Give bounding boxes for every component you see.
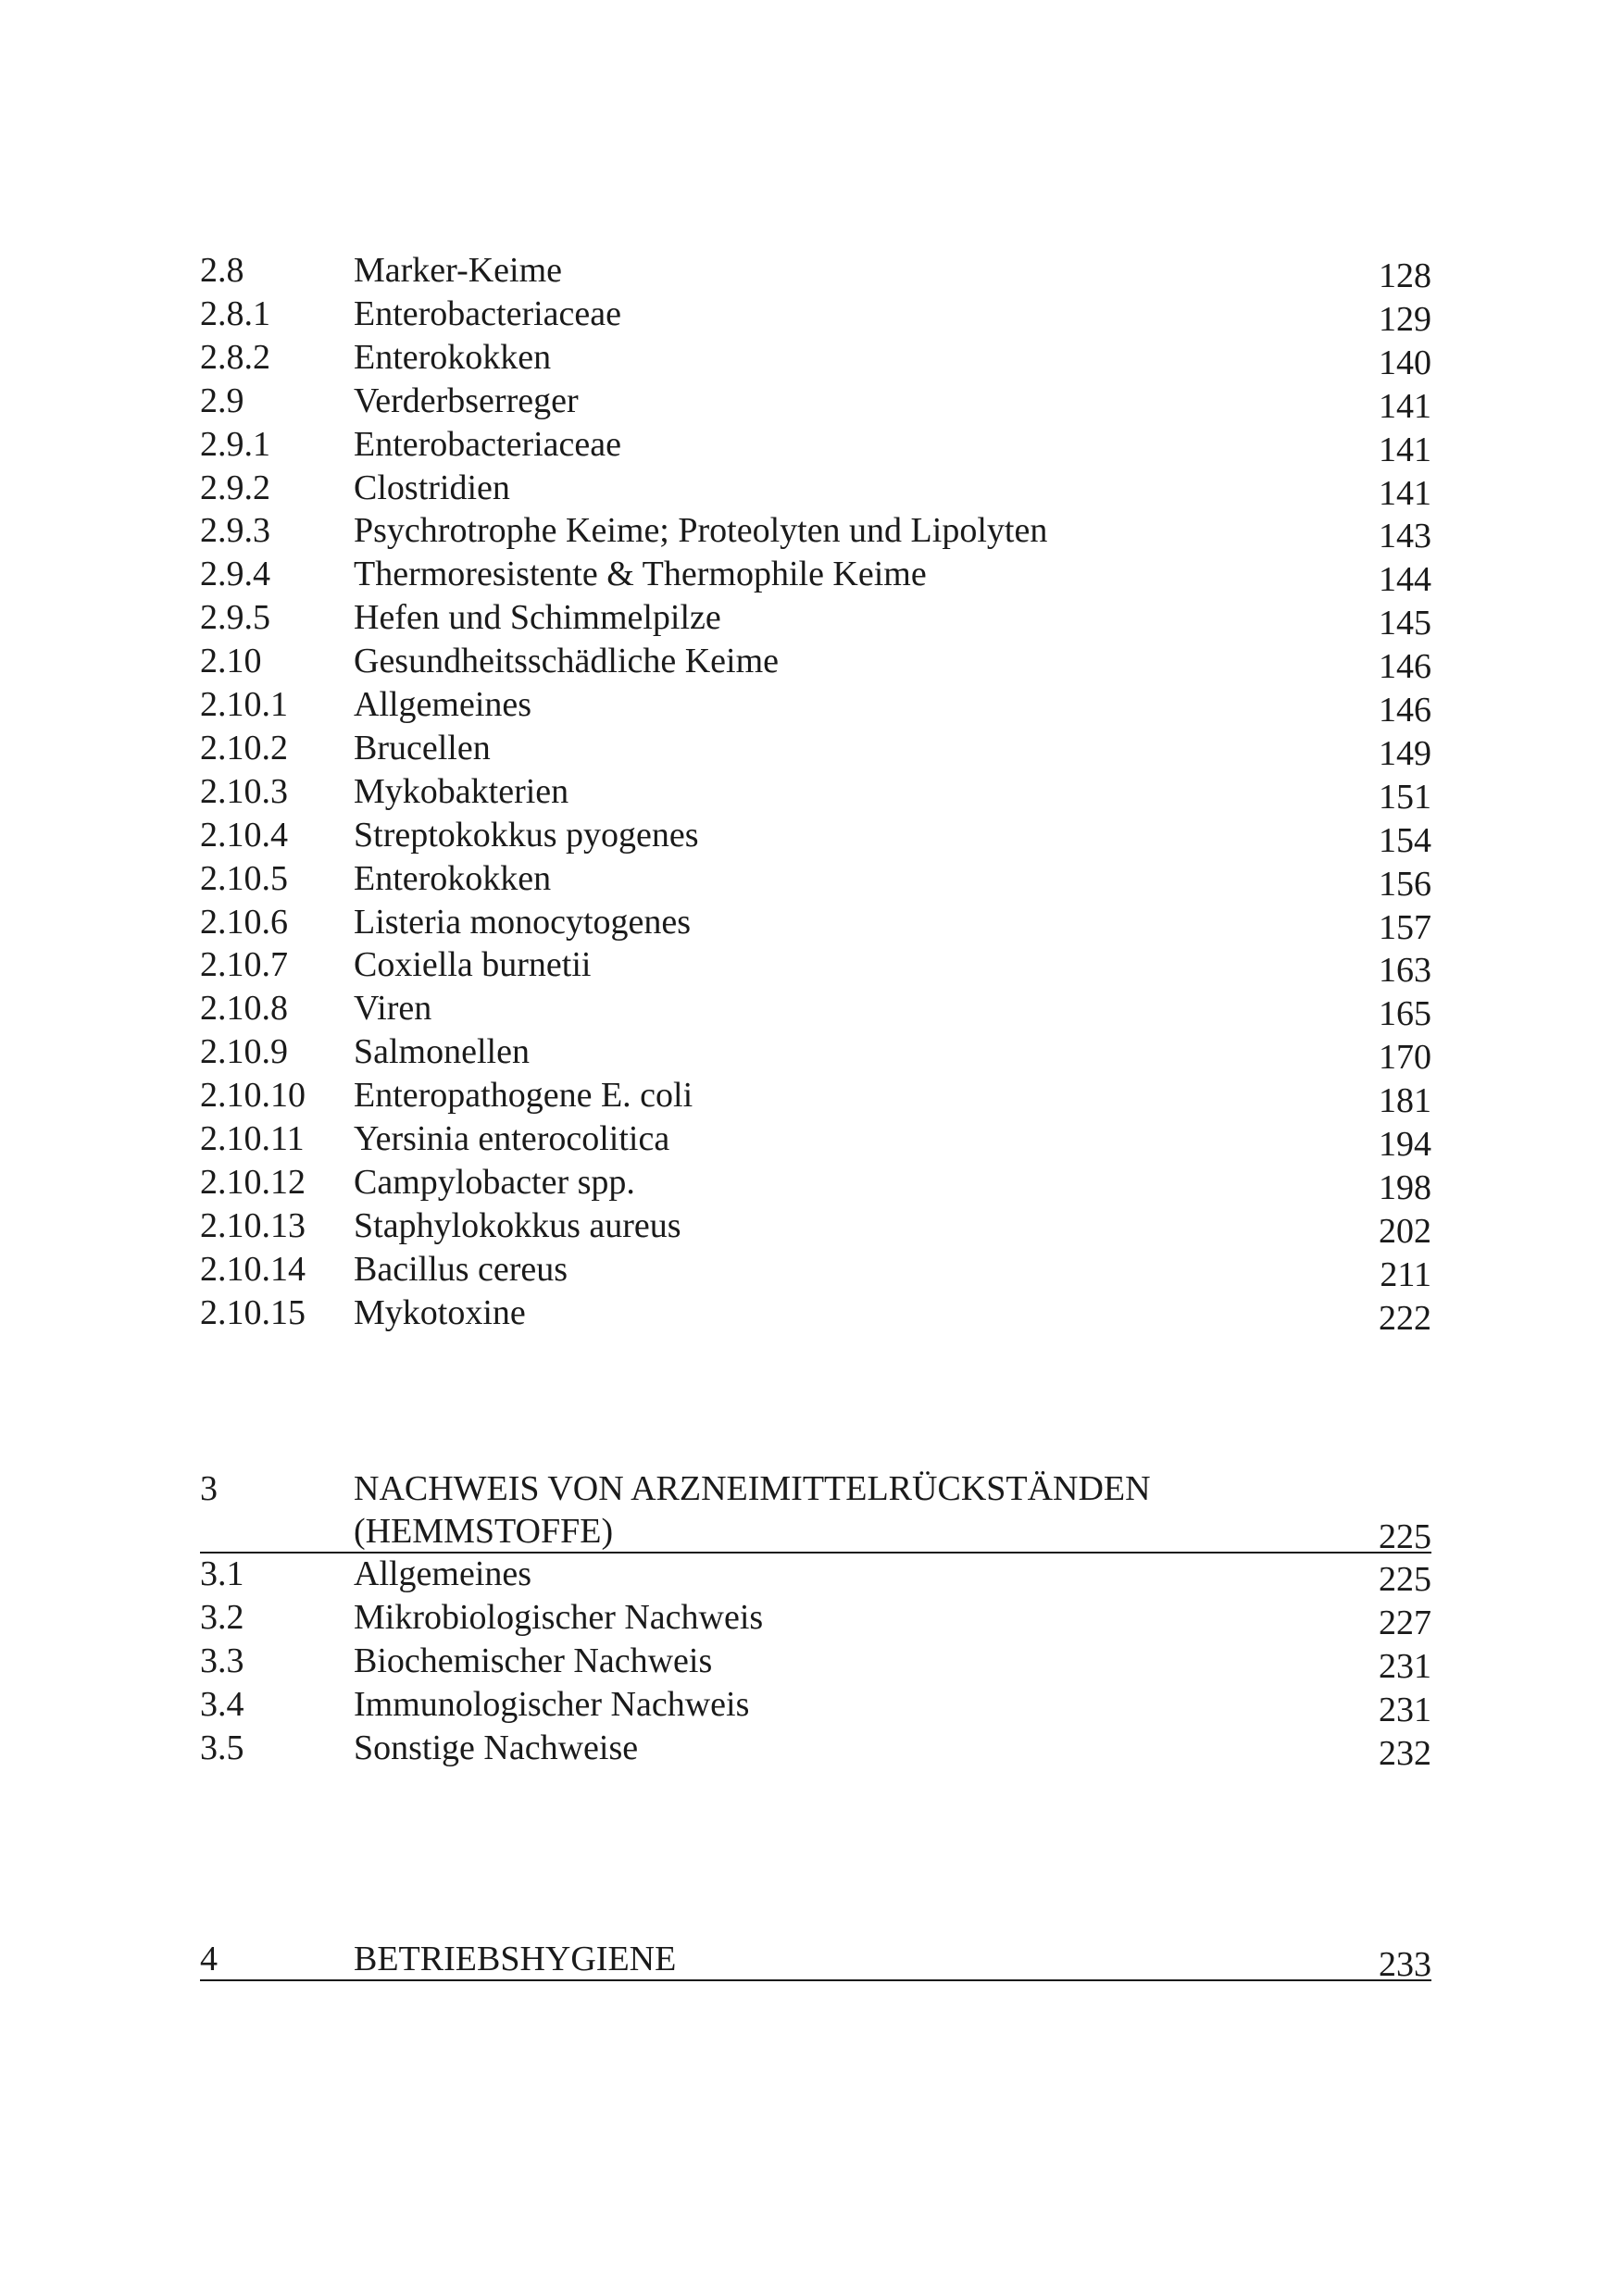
entry-title: Sonstige Nachweise: [354, 1728, 639, 1767]
toc-entry: [200, 682, 1431, 730]
toc-entry: [200, 1639, 1431, 1686]
entry-number: 2.10.7: [200, 945, 288, 985]
entry-number: 2.10.11: [200, 1119, 305, 1158]
toc-entry: [200, 466, 1431, 513]
entry-title: Verderbserreger: [354, 381, 579, 420]
chapter-title-continued: (HEMMSTOFFE): [354, 1512, 614, 1551]
toc-entry: [200, 942, 1431, 991]
entry-title: Bacillus cereus: [354, 1249, 568, 1289]
entry-title: Mykotoxine: [354, 1292, 526, 1332]
chapter-3-heading-line2: [200, 1509, 1431, 1554]
entry-number: 2.10.9: [200, 1032, 288, 1072]
entry-number: 2.9.3: [200, 511, 270, 551]
toc-entry: [200, 1595, 1431, 1640]
entry-page-number: 128: [1379, 256, 1431, 295]
entry-title: Coxiella burnetii: [354, 945, 592, 985]
entry-number: 2.10.8: [200, 989, 288, 1029]
entry-number: 2.10.15: [200, 1292, 306, 1332]
entry-title: Immunologischer Nachweis: [354, 1684, 750, 1724]
toc-entry: [200, 335, 1431, 380]
toc-entry: [200, 1029, 1431, 1078]
entry-title: Staphylokokkus aureus: [354, 1205, 681, 1245]
entry-page-number: 141: [1379, 386, 1431, 426]
entry-page-number: 232: [1379, 1733, 1431, 1773]
entry-page-number: 157: [1379, 907, 1431, 947]
entry-page-number: 163: [1379, 951, 1431, 991]
toc-entry: [200, 1160, 1431, 1207]
entry-number: 2.10.12: [200, 1162, 306, 1202]
entry-title: Yersinia enterocolitica: [354, 1119, 670, 1158]
entry-page-number: 194: [1379, 1125, 1431, 1164]
toc-entry: [200, 1682, 1431, 1727]
entry-page-number: 202: [1379, 1211, 1431, 1251]
toc-entry: [200, 639, 1431, 687]
chapter-title: BETRIEBSHYGIENE: [354, 1940, 677, 1978]
entry-number: 2.9.1: [200, 424, 270, 464]
entry-page-number: 146: [1379, 691, 1431, 730]
entry-title: Biochemischer Nachweis: [354, 1641, 713, 1680]
entry-title: Psychrotrophe Keime; Proteolyten und Lipolyten: [354, 511, 1048, 551]
entry-page-number: 211: [1380, 1254, 1431, 1294]
entry-title: Mykobakterien: [354, 771, 569, 811]
toc-entry: [200, 508, 1431, 556]
entry-title: Gesundheitsschädliche Keime: [354, 642, 780, 681]
chapter-number: 4: [200, 1940, 218, 1978]
entry-title: Allgemeines: [354, 685, 532, 724]
entry-page-number: 222: [1379, 1298, 1431, 1338]
entry-page-number: 231: [1379, 1646, 1431, 1686]
entry-number: 3.2: [200, 1597, 244, 1637]
toc-entry: [200, 552, 1431, 600]
entry-title: Enterobacteriaceae: [354, 424, 621, 464]
entry-title: Enteropathogene E. coli: [354, 1076, 693, 1116]
chapter-page-number: 225: [1379, 1517, 1431, 1556]
entry-page-number: 231: [1379, 1690, 1431, 1729]
entry-number: 3.1: [200, 1554, 244, 1593]
entry-title: Allgemeines: [354, 1554, 532, 1593]
toc-entry: [200, 856, 1431, 904]
entry-page-number: 149: [1379, 733, 1431, 773]
entry-title: Streptokokkus pyogenes: [354, 815, 699, 855]
chapter-4-heading: [200, 1937, 1431, 1984]
toc-entry: [200, 1552, 1431, 1599]
entry-title: Clostridien: [354, 468, 510, 507]
toc-entry: [200, 900, 1431, 947]
chapter-3-heading-line1: [200, 1466, 1431, 1511]
entry-number: 2.10.6: [200, 902, 288, 942]
toc-entry: [200, 1291, 1431, 1338]
toc-entry: [200, 813, 1431, 860]
entry-page-number: 225: [1379, 1560, 1431, 1599]
entry-page-number: 140: [1379, 343, 1431, 382]
entry-title: Enterobacteriaceae: [354, 293, 621, 333]
toc-entry: [200, 1204, 1431, 1251]
entry-page-number: 151: [1379, 777, 1431, 817]
entry-page-number: 154: [1379, 820, 1431, 860]
chapter-number: 3: [200, 1469, 218, 1508]
entry-number: 3.3: [200, 1641, 244, 1680]
entry-page-number: 170: [1379, 1038, 1431, 1078]
toc-entry: [200, 1073, 1431, 1121]
toc-entry: [200, 248, 1431, 293]
entry-number: 2.10.5: [200, 858, 288, 898]
entry-number: 2.8.1: [200, 293, 270, 333]
entry-page-number: 141: [1379, 430, 1431, 469]
entry-number: 2.10.2: [200, 728, 288, 767]
entry-number: 3.5: [200, 1728, 244, 1767]
chapter-title: NACHWEIS VON ARZNEIMITTELRÜCKSTÄNDEN: [354, 1469, 1151, 1508]
entry-page-number: 156: [1379, 864, 1431, 904]
chapter-page-number: 233: [1379, 1945, 1431, 1984]
entry-number: 2.10.4: [200, 815, 288, 855]
entry-title: Marker-Keime: [354, 251, 563, 290]
entry-title: Enterokokken: [354, 337, 552, 377]
entry-page-number: 145: [1379, 604, 1431, 643]
toc-entry: [200, 379, 1431, 426]
toc-entry: [200, 726, 1431, 773]
entry-title: Campylobacter spp.: [354, 1162, 635, 1202]
toc-entry: [200, 769, 1431, 817]
entry-number: 2.10.10: [200, 1076, 306, 1116]
entry-title: Brucellen: [354, 728, 491, 767]
entry-number: 2.9.5: [200, 598, 270, 638]
entry-number: 2.10.1: [200, 685, 288, 724]
entry-page-number: 165: [1379, 994, 1431, 1034]
entry-page-number: 198: [1379, 1167, 1431, 1207]
entry-number: 2.9: [200, 381, 244, 420]
toc-entry: [200, 292, 1431, 339]
entry-title: Thermoresistente & Thermophile Keime: [354, 555, 927, 594]
entry-number: 2.10.3: [200, 771, 288, 811]
entry-number: 2.9.4: [200, 555, 270, 594]
toc-entry: [200, 595, 1431, 643]
entry-number: 3.4: [200, 1684, 244, 1724]
entry-number: 2.8: [200, 251, 244, 290]
entry-page-number: 181: [1379, 1081, 1431, 1121]
entry-number: 2.10: [200, 642, 262, 681]
entry-title: Enterokokken: [354, 858, 552, 898]
entry-title: Salmonellen: [354, 1032, 530, 1072]
entry-page-number: 146: [1379, 647, 1431, 687]
entry-number: 2.10.13: [200, 1205, 306, 1245]
entry-page-number: 141: [1379, 473, 1431, 513]
entry-number: 2.8.2: [200, 337, 270, 377]
entry-page-number: 144: [1379, 560, 1431, 600]
entry-title: Hefen und Schimmelpilze: [354, 598, 721, 638]
entry-page-number: 129: [1379, 299, 1431, 339]
toc-entry: [200, 1726, 1431, 1773]
entry-number: 2.10.14: [200, 1249, 306, 1289]
toc-entry: [200, 1117, 1431, 1164]
entry-page-number: 227: [1379, 1603, 1431, 1642]
toc-entry: [200, 986, 1431, 1034]
entry-title: Mikrobiologischer Nachweis: [354, 1597, 764, 1637]
entry-page-number: 143: [1379, 517, 1431, 556]
entry-number: 2.9.2: [200, 468, 270, 507]
entry-title: Viren: [354, 989, 432, 1029]
toc-entry: [200, 422, 1431, 467]
toc-entry: [200, 1247, 1431, 1292]
entry-title: Listeria monocytogenes: [354, 902, 692, 942]
